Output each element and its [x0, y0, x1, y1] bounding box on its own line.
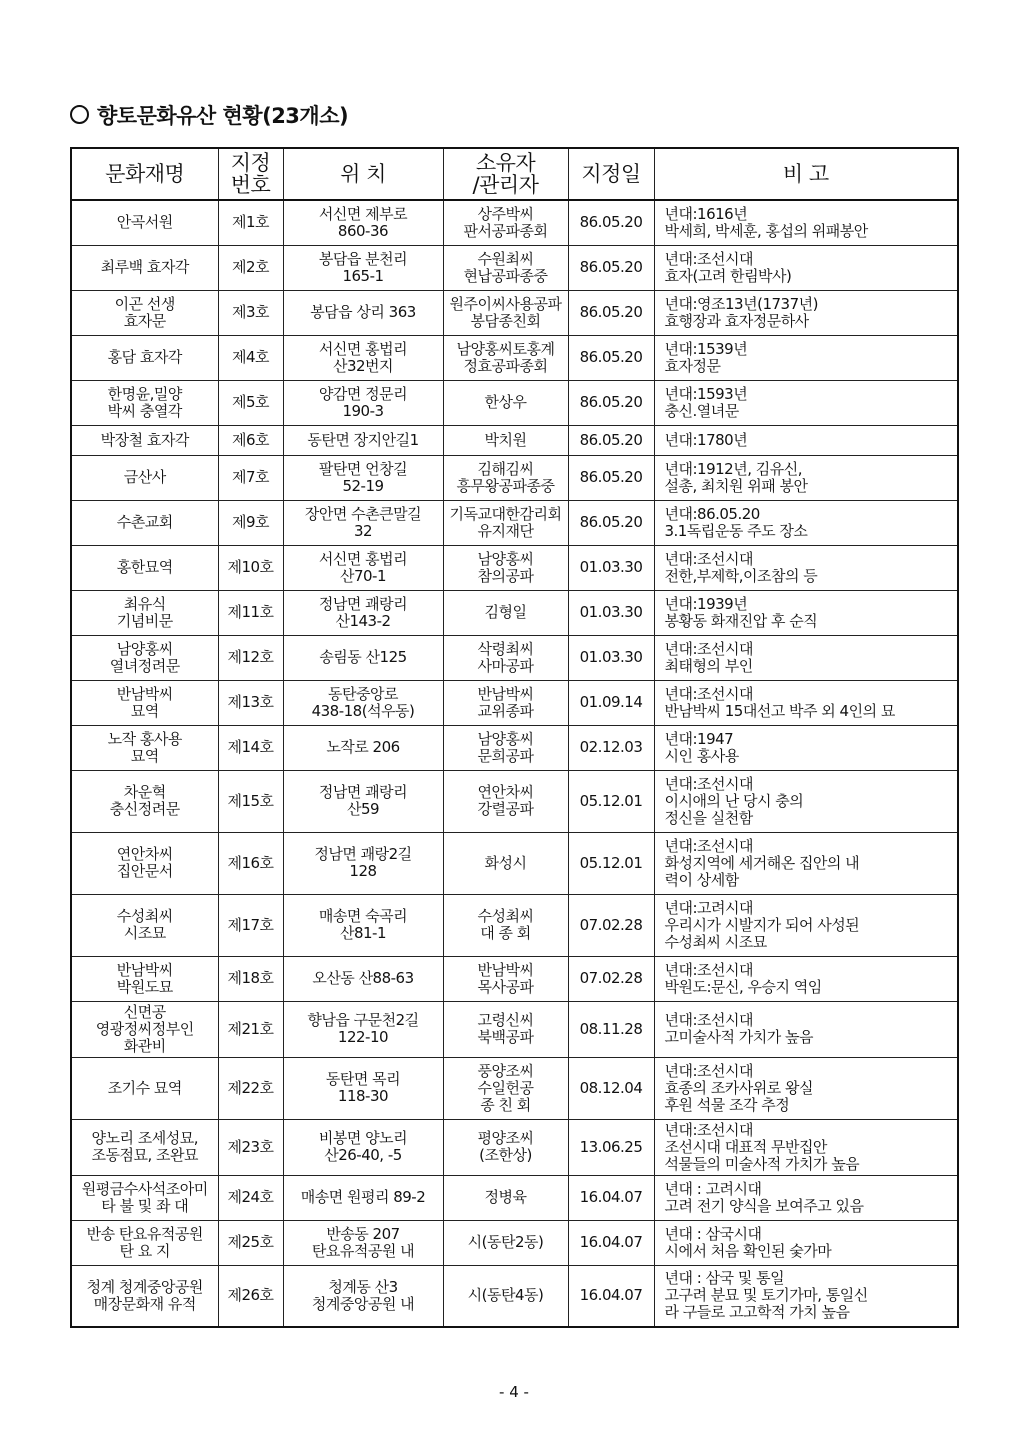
cell-location: 정남면 괘랑리 산59: [283, 770, 443, 832]
table-row: [71, 425, 958, 455]
table-row: [71, 335, 958, 380]
cell-location: 장안면 수촌큰말길 32: [283, 500, 443, 545]
cell-name: 조기수 묘역: [71, 1057, 218, 1119]
cell-owner: 박치원: [443, 425, 568, 455]
cell-note: 년대:조선시대 고미술사적 가치가 높음: [654, 1001, 958, 1057]
cell-note: 년대:조선시대 조선시대 대표적 무반집안 석물들의 미술사적 가치가 높음: [654, 1119, 958, 1175]
table-row: [71, 200, 958, 245]
cell-name: 최유식 기념비문: [71, 590, 218, 635]
table-row: [71, 1001, 958, 1057]
cell-number: 제17호: [218, 894, 283, 956]
table-row: [71, 725, 958, 770]
cell-location: 반송동 207 탄요유적공원 내: [283, 1220, 443, 1265]
table-row: [71, 894, 958, 956]
cell-location: 청계동 산3 청계중앙공원 내: [283, 1265, 443, 1327]
cell-owner: 시(동탄2동): [443, 1220, 568, 1265]
table-row: [71, 1057, 958, 1119]
cell-name: 원평금수사석조아미 타 불 및 좌 대: [71, 1175, 218, 1220]
cell-number: 제6호: [218, 425, 283, 455]
cell-name: 최루백 효자각: [71, 245, 218, 290]
cell-date: 86.05.20: [568, 245, 654, 290]
cell-owner: 상주박씨 판서공파종회: [443, 200, 568, 245]
cell-date: 07.02.28: [568, 894, 654, 956]
header-date: 지정일: [568, 148, 654, 200]
table-row: [71, 500, 958, 545]
table-row: [71, 590, 958, 635]
cell-number: 제24호: [218, 1175, 283, 1220]
table-row: [71, 455, 958, 500]
section-title-text: 향토문화유산 현황(23개소): [97, 104, 349, 128]
cell-note: 년대 : 고려시대 고려 전기 양식을 보여주고 있음: [654, 1175, 958, 1220]
cell-name: 반남박씨 묘역: [71, 680, 218, 725]
cell-owner: 한상우: [443, 380, 568, 425]
cell-owner: 원주이씨사용공파 봉담종친회: [443, 290, 568, 335]
cell-date: 86.05.20: [568, 425, 654, 455]
cell-name: 홍담 효자각: [71, 335, 218, 380]
cell-location: 향남읍 구문천2길 122-10: [283, 1001, 443, 1057]
table-row: [71, 1220, 958, 1265]
cell-location: 서신면 제부로 860-36: [283, 200, 443, 245]
cell-number: 제16호: [218, 832, 283, 894]
cell-location: 매송면 원평리 89-2: [283, 1175, 443, 1220]
table-row: [71, 635, 958, 680]
cell-note: 년대:조선시대 반남박씨 15대선고 박주 외 4인의 묘: [654, 680, 958, 725]
cell-name: 한명윤,밀양 박씨 충열각: [71, 380, 218, 425]
table-row: [71, 956, 958, 1001]
cell-number: 제10호: [218, 545, 283, 590]
cell-number: 제26호: [218, 1265, 283, 1327]
table-row: [71, 380, 958, 425]
cell-date: 08.12.04: [568, 1057, 654, 1119]
cell-note: 년대:조선시대 이시애의 난 당시 충의 정신을 실천함: [654, 770, 958, 832]
cell-note: 년대:1539년 효자정문: [654, 335, 958, 380]
cell-owner: 반남박씨 교위종파: [443, 680, 568, 725]
cell-location: 봉담읍 분천리 165-1: [283, 245, 443, 290]
cell-note: 년대:조선시대 효자(고려 한림박사): [654, 245, 958, 290]
cell-location: 동탄중앙로 438-18(석우동): [283, 680, 443, 725]
cell-number: 제25호: [218, 1220, 283, 1265]
cell-name: 수촌교회: [71, 500, 218, 545]
cell-owner: 평양조씨 (조한상): [443, 1119, 568, 1175]
table-row: [71, 245, 958, 290]
cell-note: 년대:1912년, 김유신, 설총, 최치원 위패 봉안: [654, 455, 958, 500]
cell-number: 제21호: [218, 1001, 283, 1057]
cell-number: 제23호: [218, 1119, 283, 1175]
cell-owner: 시(동탄4동): [443, 1265, 568, 1327]
cell-note: 년대:조선시대 박원도:문신, 우승지 역임: [654, 956, 958, 1001]
cell-note: 년대:1616년 박세희, 박세훈, 홍섭의 위패봉안: [654, 200, 958, 245]
cell-date: 01.03.30: [568, 590, 654, 635]
cell-owner: 수원최씨 현납공파종중: [443, 245, 568, 290]
cell-name: 금산사: [71, 455, 218, 500]
cell-number: 제12호: [218, 635, 283, 680]
cell-location: 송림동 산125: [283, 635, 443, 680]
table-row: [71, 770, 958, 832]
cell-owner: 삭령최씨 사마공파: [443, 635, 568, 680]
cell-owner: 고령신씨 북백공파: [443, 1001, 568, 1057]
cell-name: 남양홍씨 열녀정려문: [71, 635, 218, 680]
cell-note: 년대 : 삼국 및 통일 고구려 분묘 및 토기가마, 통일신 라 구들로 고고학적 가치 높음: [654, 1265, 958, 1327]
cell-number: 제2호: [218, 245, 283, 290]
cell-name: 차운혁 충신정려문: [71, 770, 218, 832]
cell-owner: 기독교대한감리회 유지재단: [443, 500, 568, 545]
cell-location: 동탄면 장지안길1: [283, 425, 443, 455]
page-number: - 4 -: [499, 1383, 529, 1401]
cell-date: 16.04.07: [568, 1220, 654, 1265]
cell-name: 연안차씨 집안문서: [71, 832, 218, 894]
cell-owner: 남양홍씨 참의공파: [443, 545, 568, 590]
cell-location: 오산동 산88-63: [283, 956, 443, 1001]
table-row: [71, 832, 958, 894]
cell-name: 반송 탄요유적공원 탄 요 지: [71, 1220, 218, 1265]
cell-number: 제13호: [218, 680, 283, 725]
cell-name: 양노리 조세성묘, 조동점묘, 조완묘: [71, 1119, 218, 1175]
cell-name: 청계 청계중앙공원 매장문화재 유적: [71, 1265, 218, 1327]
cell-location: 비봉면 양노리 산26-40, -5: [283, 1119, 443, 1175]
cell-number: 제18호: [218, 956, 283, 1001]
cell-note: 년대 : 삼국시대 시에서 처음 확인된 숯가마: [654, 1220, 958, 1265]
cell-note: 년대:조선시대 화성지역에 세거해온 집안의 내 력이 상세함: [654, 832, 958, 894]
cell-note: 년대:1939년 봉황동 화재진압 후 순직: [654, 590, 958, 635]
cell-location: 서신면 홍법리 산70-1: [283, 545, 443, 590]
cell-date: 16.04.07: [568, 1265, 654, 1327]
cell-date: 05.12.01: [568, 770, 654, 832]
circle-bullet-icon: [70, 105, 89, 124]
table-row: [71, 680, 958, 725]
cell-date: 86.05.20: [568, 200, 654, 245]
cell-date: 02.12.03: [568, 725, 654, 770]
table-row: [71, 1265, 958, 1327]
header-number: 지정 번호: [218, 148, 283, 200]
cell-owner: 수성최씨 대 종 회: [443, 894, 568, 956]
cell-note: 년대:조선시대 효종의 조카사위로 왕실 후원 석물 조각 추정: [654, 1057, 958, 1119]
cell-owner: 풍양조씨 수일헌공 종 친 회: [443, 1057, 568, 1119]
cell-location: 정남면 괘랑2길 128: [283, 832, 443, 894]
cell-note: 년대:1593년 충신.열녀문: [654, 380, 958, 425]
cell-note: 년대:1780년: [654, 425, 958, 455]
cell-owner: 남양홍씨 문희공파: [443, 725, 568, 770]
cell-number: 제11호: [218, 590, 283, 635]
heritage-table: [70, 147, 959, 1328]
header-note: 비 고: [654, 148, 958, 200]
cell-note: 년대:조선시대 최태형의 부인: [654, 635, 958, 680]
cell-number: 제5호: [218, 380, 283, 425]
cell-number: 제3호: [218, 290, 283, 335]
cell-date: 86.05.20: [568, 335, 654, 380]
table-header-row: [71, 148, 958, 200]
cell-date: 86.05.20: [568, 290, 654, 335]
table-row: [71, 1119, 958, 1175]
cell-location: 동탄면 목리 118-30: [283, 1057, 443, 1119]
cell-name: 안곡서원: [71, 200, 218, 245]
header-owner: 소유자 /관리자: [443, 148, 568, 200]
cell-location: 정남면 괘랑리 산143-2: [283, 590, 443, 635]
cell-name: 박장철 효자각: [71, 425, 218, 455]
cell-date: 05.12.01: [568, 832, 654, 894]
cell-owner: 화성시: [443, 832, 568, 894]
cell-name: 신면공 영광정씨정부인 화관비: [71, 1001, 218, 1057]
cell-number: 제22호: [218, 1057, 283, 1119]
cell-note: 년대:1947 시인 홍사용: [654, 725, 958, 770]
cell-number: 제4호: [218, 335, 283, 380]
cell-location: 팔탄면 언창길 52-19: [283, 455, 443, 500]
cell-date: 16.04.07: [568, 1175, 654, 1220]
table-row: [71, 290, 958, 335]
cell-location: 봉담읍 상리 363: [283, 290, 443, 335]
cell-location: 매송면 숙곡리 산81-1: [283, 894, 443, 956]
cell-date: 08.11.28: [568, 1001, 654, 1057]
cell-note: 년대:86.05.20 3.1독립운동 주도 장소: [654, 500, 958, 545]
cell-name: 노작 홍사용 묘역: [71, 725, 218, 770]
cell-owner: 반남박씨 목사공파: [443, 956, 568, 1001]
cell-date: 01.03.30: [568, 545, 654, 590]
cell-location: 양감면 정문리 190-3: [283, 380, 443, 425]
cell-date: 01.03.30: [568, 635, 654, 680]
cell-date: 86.05.20: [568, 380, 654, 425]
cell-name: 반남박씨 박원도묘: [71, 956, 218, 1001]
table-row: [71, 545, 958, 590]
cell-owner: 김해김씨 흥무왕공파종중: [443, 455, 568, 500]
cell-number: 제9호: [218, 500, 283, 545]
cell-number: 제15호: [218, 770, 283, 832]
cell-number: 제7호: [218, 455, 283, 500]
cell-note: 년대:영조13년(1737년) 효행장과 효자정문하사: [654, 290, 958, 335]
cell-date: 13.06.25: [568, 1119, 654, 1175]
cell-date: 01.09.14: [568, 680, 654, 725]
cell-number: 제14호: [218, 725, 283, 770]
cell-owner: 정병육: [443, 1175, 568, 1220]
cell-number: 제1호: [218, 200, 283, 245]
cell-date: 86.05.20: [568, 455, 654, 500]
table-row: [71, 1175, 958, 1220]
cell-note: 년대:조선시대 전한,부제학,이조참의 등: [654, 545, 958, 590]
cell-owner: 연안차씨 강렬공파: [443, 770, 568, 832]
header-name: 문화재명: [71, 148, 218, 200]
section-title: [70, 100, 348, 130]
cell-owner: 남양홍씨토홍계 정효공파종회: [443, 335, 568, 380]
header-location: 위 치: [283, 148, 443, 200]
cell-location: 노작로 206: [283, 725, 443, 770]
cell-name: 이곤 선생 효자문: [71, 290, 218, 335]
cell-date: 86.05.20: [568, 500, 654, 545]
cell-location: 서신면 홍법리 산32번지: [283, 335, 443, 380]
cell-name: 홍한묘역: [71, 545, 218, 590]
cell-note: 년대:고려시대 우리시가 시발지가 되어 사성된 수성최씨 시조묘: [654, 894, 958, 956]
cell-name: 수성최씨 시조묘: [71, 894, 218, 956]
cell-owner: 김형일: [443, 590, 568, 635]
cell-date: 07.02.28: [568, 956, 654, 1001]
